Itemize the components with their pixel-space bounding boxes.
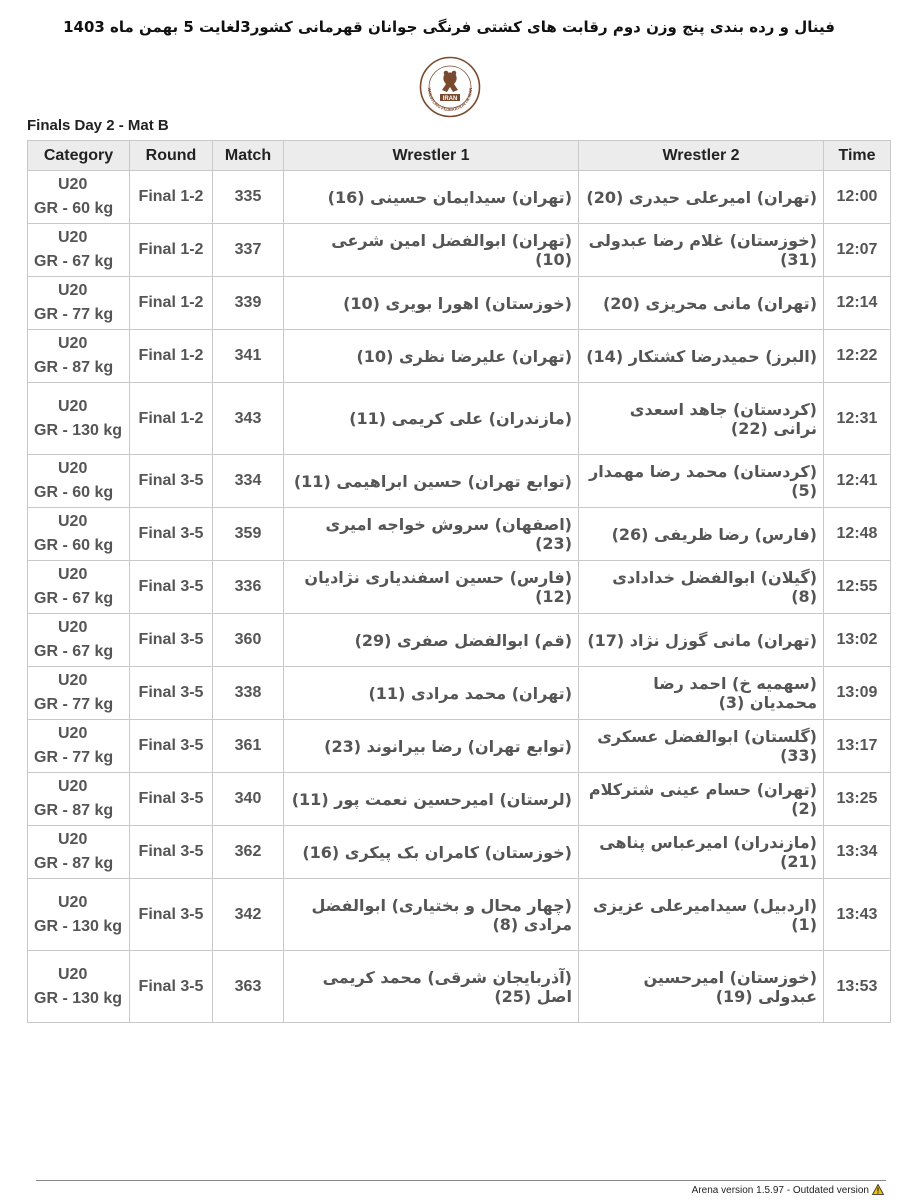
category-cell <box>28 561 130 614</box>
weight-class-label: GR - 77 kg <box>34 306 114 323</box>
table-header-row <box>28 141 891 171</box>
time-cell: 12:31 <box>824 383 891 455</box>
wrestler2-cell: (گلستان) ابوالفضل عسکری (33) <box>579 720 824 773</box>
wrestler2-cell: (گیلان) ابوالفضل خدادادی (8) <box>579 561 824 614</box>
age-group-label: U20 <box>58 397 88 415</box>
weight-class-label: GR - 67 kg <box>34 643 114 660</box>
wrestler1-cell: (قم) ابوالفضل صفری (29) <box>284 614 579 667</box>
round-cell: Final 3-5 <box>130 826 213 879</box>
wrestler1-cell: (چهار محال و بختیاری) ابوالفضل مرادی (8) <box>284 879 579 951</box>
wrestler2-cell: (اردبیل) سیدامیرعلی عزیزی (1) <box>579 879 824 951</box>
time-cell: 13:53 <box>824 951 891 1023</box>
wrestler1-cell: (توابع تهران) رضا بیرانوند (23) <box>284 720 579 773</box>
col-header-wrestler2: Wrestler 2 <box>579 141 824 171</box>
wrestler1-cell: (خوزستان) اهورا بویری (10) <box>284 277 579 330</box>
time-cell: 13:43 <box>824 879 891 951</box>
match-number-cell: 340 <box>213 773 284 826</box>
weight-class-label: GR - 87 kg <box>34 802 114 819</box>
col-header-round: Round <box>130 141 213 171</box>
match-number-cell: 339 <box>213 277 284 330</box>
version-footer <box>692 1184 884 1198</box>
match-number-cell: 362 <box>213 826 284 879</box>
col-header-match: Match <box>213 141 284 171</box>
weight-class-label: GR - 87 kg <box>34 359 114 376</box>
match-number-cell: 338 <box>213 667 284 720</box>
schedule-table <box>27 140 891 1023</box>
wrestler2-cell: (کردستان) محمد رضا مهمدار (5) <box>579 455 824 508</box>
time-cell: 12:41 <box>824 455 891 508</box>
wrestler2-cell: (تهران) مانی محریزی (20) <box>579 277 824 330</box>
age-group-label: U20 <box>58 566 88 583</box>
category-cell <box>28 330 130 383</box>
table-row <box>28 383 891 455</box>
weight-class-label: GR - 67 kg <box>34 590 114 607</box>
time-cell: 12:22 <box>824 330 891 383</box>
match-number-cell: 337 <box>213 224 284 277</box>
category-cell <box>28 826 130 879</box>
round-cell: Final 3-5 <box>130 879 213 951</box>
age-group-label: U20 <box>58 831 88 848</box>
weight-class-label: GR - 77 kg <box>34 696 114 713</box>
wrestler2-cell: (سهمیه خ) احمد رضا محمدیان (3) <box>579 667 824 720</box>
col-header-wrestler1: Wrestler 1 <box>284 141 579 171</box>
wrestler2-cell: (کردستان) جاهد اسعدی نرانی (22) <box>579 383 824 455</box>
weight-class-label: GR - 87 kg <box>34 855 114 872</box>
wrestler1-cell: (آذربایجان شرقی) محمد کریمی اصل (25) <box>284 951 579 1023</box>
time-cell: 13:25 <box>824 773 891 826</box>
category-cell <box>28 224 130 277</box>
round-cell: Final 1-2 <box>130 277 213 330</box>
wrestler1-cell: (اصفهان) سروش خواجه امیری (23) <box>284 508 579 561</box>
table-row <box>28 773 891 826</box>
wrestler2-cell: (تهران) امیرعلی حیدری (20) <box>579 171 824 224</box>
federation-logo <box>419 56 481 118</box>
round-cell: Final 1-2 <box>130 330 213 383</box>
weight-class-label: GR - 67 kg <box>34 253 114 270</box>
table-row <box>28 826 891 879</box>
match-number-cell: 341 <box>213 330 284 383</box>
round-cell: Final 3-5 <box>130 720 213 773</box>
time-cell: 13:09 <box>824 667 891 720</box>
category-cell <box>28 720 130 773</box>
wrestler1-cell: (خوزستان) کامران بک پیکری (16) <box>284 826 579 879</box>
match-number-cell: 360 <box>213 614 284 667</box>
round-cell: Final 3-5 <box>130 773 213 826</box>
wrestler1-cell: (تهران) سیدایمان حسینی (16) <box>284 171 579 224</box>
time-cell: 13:17 <box>824 720 891 773</box>
round-cell: Final 3-5 <box>130 614 213 667</box>
round-cell: Final 1-2 <box>130 224 213 277</box>
time-cell: 13:34 <box>824 826 891 879</box>
wrestler1-cell: (تهران) محمد مرادی (11) <box>284 667 579 720</box>
time-cell: 12:55 <box>824 561 891 614</box>
time-cell: 12:00 <box>824 171 891 224</box>
age-group-label: U20 <box>58 513 88 530</box>
table-row <box>28 330 891 383</box>
wrestler2-cell: (فارس) رضا ظریفی (26) <box>579 508 824 561</box>
weight-class-label: GR - 77 kg <box>34 749 114 766</box>
match-number-cell: 363 <box>213 951 284 1023</box>
match-number-cell: 336 <box>213 561 284 614</box>
age-group-label: U20 <box>58 893 88 911</box>
table-row <box>28 224 891 277</box>
wrestler1-cell: (تهران) علیرضا نظری (10) <box>284 330 579 383</box>
age-group-label: U20 <box>58 335 88 352</box>
weight-class-label: GR - 60 kg <box>34 484 114 501</box>
category-cell <box>28 614 130 667</box>
time-cell: 12:07 <box>824 224 891 277</box>
time-cell: 12:48 <box>824 508 891 561</box>
col-header-category: Category <box>28 141 130 171</box>
table-row <box>28 879 891 951</box>
age-group-label: U20 <box>58 778 88 795</box>
wrestler2-cell: (خوزستان) غلام رضا عبدولی (31) <box>579 224 824 277</box>
wrestler2-cell: (تهران) مانی گوزل نژاد (17) <box>579 614 824 667</box>
table-row <box>28 455 891 508</box>
federation-logo-icon <box>419 56 481 118</box>
wrestler1-cell: (تهران) ابوالفضل امین شرعی (10) <box>284 224 579 277</box>
page-title: فینال و رده بندی پنج وزن دوم رقابت های کشتی فرنگی جوانان قهرمانی کشور3لغایت 5 بهمن ماه 1403 <box>63 18 835 36</box>
age-group-label: U20 <box>58 229 88 246</box>
time-cell: 13:02 <box>824 614 891 667</box>
weight-class-label: GR - 130 kg <box>34 917 123 935</box>
mat-label: Finals Day 2 - Mat B <box>27 117 169 134</box>
footer-divider <box>36 1180 886 1181</box>
weight-class-label: GR - 130 kg <box>34 421 123 439</box>
table-row <box>28 614 891 667</box>
weight-class-label: GR - 60 kg <box>34 537 114 554</box>
match-number-cell: 343 <box>213 383 284 455</box>
match-number-cell: 342 <box>213 879 284 951</box>
table-row <box>28 508 891 561</box>
col-header-time: Time <box>824 141 891 171</box>
category-cell <box>28 277 130 330</box>
table-row <box>28 277 891 330</box>
round-cell: Final 1-2 <box>130 171 213 224</box>
category-cell <box>28 508 130 561</box>
logo-word: IRAN <box>442 96 458 102</box>
match-number-cell: 359 <box>213 508 284 561</box>
round-cell: Final 3-5 <box>130 561 213 614</box>
round-cell: Final 3-5 <box>130 508 213 561</box>
wrestler2-cell: (البرز) حمیدرضا کشتکار (14) <box>579 330 824 383</box>
category-cell <box>28 773 130 826</box>
match-number-cell: 361 <box>213 720 284 773</box>
table-row <box>28 951 891 1023</box>
table-row <box>28 171 891 224</box>
match-number-cell: 334 <box>213 455 284 508</box>
wrestler2-cell: (تهران) حسام عینی شترکلام (2) <box>579 773 824 826</box>
category-cell <box>28 383 130 455</box>
weight-class-label: GR - 130 kg <box>34 989 123 1007</box>
table-row <box>28 720 891 773</box>
age-group-label: U20 <box>58 619 88 636</box>
category-cell <box>28 667 130 720</box>
round-cell: Final 3-5 <box>130 455 213 508</box>
age-group-label: U20 <box>58 460 88 477</box>
wrestler1-cell: (مازندران) علی کریمی (11) <box>284 383 579 455</box>
wrestler2-cell: (مازندران) امیرعباس پناهی (21) <box>579 826 824 879</box>
round-cell: Final 1-2 <box>130 383 213 455</box>
category-cell <box>28 951 130 1023</box>
wrestler1-cell: (فارس) حسین اسفندیاری نژادیان (12) <box>284 561 579 614</box>
category-cell <box>28 879 130 951</box>
age-group-label: U20 <box>58 176 88 193</box>
wrestler1-cell: (لرستان) امیرحسین نعمت پور (11) <box>284 773 579 826</box>
age-group-label: U20 <box>58 725 88 742</box>
wrestler2-cell: (خوزستان) امیرحسین عبدولی (19) <box>579 951 824 1023</box>
weight-class-label: GR - 60 kg <box>34 200 114 217</box>
category-cell <box>28 171 130 224</box>
round-cell: Final 3-5 <box>130 951 213 1023</box>
table-row <box>28 667 891 720</box>
warning-triangle-icon <box>872 1184 884 1198</box>
logo-text: WRESTLING FEDERATION I.R.IRAN <box>426 87 474 113</box>
table-row <box>28 561 891 614</box>
version-text: Arena version 1.5.97 - Outdated version <box>691 1185 869 1196</box>
age-group-label: U20 <box>58 672 88 689</box>
wrestler1-cell: (توابع تهران) حسین ابراهیمی (11) <box>284 455 579 508</box>
age-group-label: U20 <box>58 282 88 299</box>
age-group-label: U20 <box>58 965 88 983</box>
time-cell: 12:14 <box>824 277 891 330</box>
category-cell <box>28 455 130 508</box>
round-cell: Final 3-5 <box>130 667 213 720</box>
match-number-cell: 335 <box>213 171 284 224</box>
